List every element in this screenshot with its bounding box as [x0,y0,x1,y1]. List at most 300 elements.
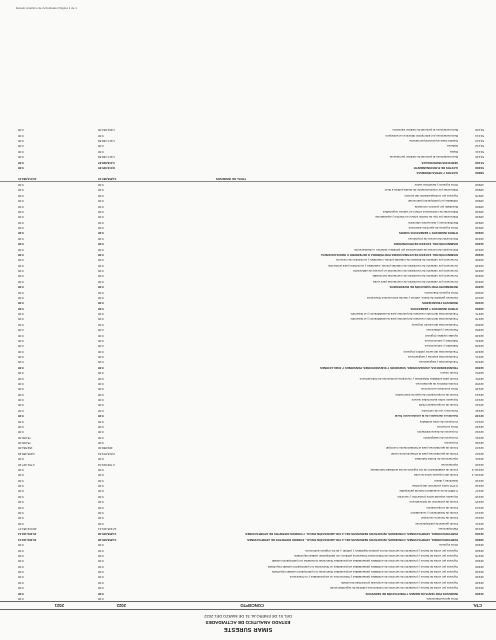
table-row [0,332,496,337]
account-code: 43980 [475,188,484,192]
value-2021: 0.00 [18,328,24,333]
concept-label: Fondo de compensación [426,505,458,510]
concept-label: Sueldos base al personal permanente [409,139,458,144]
concept-label: Bonificaciones y descuentos obtenidos [408,220,458,225]
value-2022: 2,799,819.04 [98,462,115,467]
account-code: 43300 [475,253,484,256]
value-2021: 0.00 [18,398,24,403]
value-2021: 0.00 [18,263,24,268]
concept-label: Fondo de compensación de repecos-intermedios [395,392,458,397]
account-code: 42231 [475,339,484,342]
table-row [0,219,496,224]
account-code: 42117 [475,489,484,493]
table-row [0,391,496,396]
value-2022: 0.00 [98,489,104,494]
value-2021: 0.00 [18,317,24,322]
value-2022: 0.00 [98,231,104,236]
value-2022: 0.00 [98,242,104,247]
value-2021: 0.00 [18,253,24,257]
account-code: 43960 [475,199,484,203]
concept-label: Ingresos por venta de bienes y prestación de servicios de entidades paraestatales empresariales financieras con participación estatal mayoritaria [272,570,458,575]
concept-label: Diferencias de cotizaciones a favor en valores negociables [382,210,458,214]
concept-label: Incremento por variación de almacén de materias primas, materiales y suministros de consumo [335,258,458,263]
value-2021: 0.00 [18,392,24,397]
account-code: 42123 [475,446,484,450]
account-code: 42143 [475,398,484,402]
page-footer: Estado Analítico de Actividades Página 1 de 1 [16,6,78,10]
concept-label: Ayudas sociales (ingreso) [424,333,458,338]
column-header-row [0,601,496,610]
value-2021: 0.00 [18,425,24,429]
table-row [0,327,496,332]
concept-label: Diferencias por reestructuración de deuda pública a favor [384,188,458,193]
concept-label: Subsidios y subvenciones [424,339,458,343]
value-2021: 49,513,884.15 [18,176,37,181]
value-2021: 0.00 [18,371,24,376]
concept-label: Incremento por variación de inventarios de mercancías para venta [373,279,458,284]
account-code: 42113 [475,511,484,514]
table-row [0,236,496,241]
table-row [0,143,496,148]
table-body [0,127,496,601]
concept-label: Fondo del impuesto sobre la renta [414,473,458,478]
account-code: 41940 [475,570,484,574]
table-row [0,343,496,348]
value-2022: 3,418,826.87 [98,160,115,165]
concept-label: Incremento por variación de inventarios de materias primas, materiales y suministros para producción [327,263,458,268]
table-row [0,252,496,257]
value-2021: 0.00 [18,564,24,569]
value-2021: 0.00 [18,468,24,472]
value-2021: 0.00 [18,360,24,365]
table-row [0,477,496,482]
value-2022: 0.00 [98,494,104,499]
account-code: 41900 [475,591,484,595]
value-2022: 0.00 [98,188,104,193]
table-row [0,408,496,413]
table-row [0,165,496,170]
table-row [0,305,496,310]
value-2022: 0.00 [98,133,104,138]
table-row [0,159,496,164]
concept-label: Ingresos por venta de bienes y prestación de servicios de empresas productivas del estado [341,580,458,585]
account-code: 42270 [475,317,484,321]
account-code: 42119 [475,478,484,482]
table-row [0,472,496,477]
table-row [0,322,496,327]
account-code: 42115 [475,500,484,504]
value-2021: 0.00 [18,285,24,290]
table-row [0,257,496,262]
value-2021: 0.00 [18,500,24,505]
table-row [0,338,496,343]
concept-label: PARTICIPACIONES, APORTACIONES, CONVENIOS, INCENTIVOS DERIVADOS DE LA COLABORACIÓN FISCAL, FONDOS DISTINTOS DE APORTACIONES [247,537,458,542]
table-row [0,553,496,558]
concept-label: Otros ingresos financieros [424,290,458,295]
account-code: 42100 [475,532,484,536]
value-2021: 0.00 [18,312,24,317]
table-row [0,440,496,445]
value-2022: 1,501,661.00 [98,128,115,133]
concept-label: Otros ingresos [439,543,458,548]
value-2021: 0.00 [18,559,24,564]
account-code: 42240 [475,333,484,337]
value-2021: 0.00 [18,188,24,193]
account-code: 43110 [475,296,484,299]
account-code: 42112 [475,516,484,520]
table-row [0,569,496,574]
value-2021: 0.00 [18,521,24,526]
value-2022: 0.00 [98,269,104,274]
concept-label: Pensiones y jubilaciones [426,328,458,333]
account-code: 42140 [475,414,484,418]
value-2022: 0.00 [98,441,104,446]
account-code: 42220 [475,349,484,353]
table-row [0,429,496,434]
value-2022: 0.00 [98,312,104,317]
value-2022: 0.00 [98,371,104,376]
account-code: 42260 [475,322,484,326]
concept-label: Incremento por variación de inventarios de mercancías en proceso de elaboración [352,269,458,274]
value-2021: 0.00 [18,193,24,198]
concept-label: Otros ingresos y beneficios varios [414,183,458,188]
concept-label: 0.136% de la recaudación federal participable [399,489,458,494]
account-code: 42121 [475,457,484,461]
table-row [0,354,496,359]
value-2022: 2,015,873.81 [98,451,115,456]
concept-label: Fondo de aportaciones para la infraestructura social [391,451,458,456]
value-2021: 0.00 [18,183,24,188]
account-code: 42111 [475,521,484,525]
table-row [0,445,496,450]
value-2022: 0.00 [98,183,104,188]
table-row [0,225,496,230]
table-row [0,590,496,595]
value-2022: 0.00 [98,344,104,349]
account-code: 41960 [475,559,484,563]
table-row [0,187,496,192]
value-2022: 0.00 [98,317,104,322]
value-2022: 0.00 [98,548,104,553]
concept-label: Convenios de reasignación [423,435,458,440]
concept-label: Disminución del exceso de provisiones [408,236,458,241]
value-2021: 0.00 [18,333,24,338]
concept-label: Otros aprovechamientos [426,597,458,601]
value-2021: 0.00 [18,575,24,580]
account-code: 43100 [475,301,484,305]
column-cta: CTA. [472,603,482,608]
account-code: 42210 [475,360,484,364]
account-code: 41910 [475,586,484,590]
table-row [0,230,496,235]
table-row [0,348,496,353]
account-code: 51111 [475,149,484,153]
value-2022: 0.00 [98,220,104,225]
account-code: 51110 [475,155,484,159]
account-code: 43950 [475,204,484,208]
account-code: 51120 [475,128,484,132]
value-2021: 0.00 [18,199,24,204]
value-2022: 0.00 [98,543,104,548]
concept-label: Fondo de fiscalización y recaudación [410,511,458,515]
table-row [0,170,496,175]
table-row [0,262,496,267]
concept-label: Otros ingresos de ejercicios anteriores [408,226,458,231]
value-2022: 0.00 [98,333,104,338]
value-2021: 0.00 [18,274,24,279]
account-code: 41930 [475,575,484,579]
value-2021: 0.00 [18,511,24,515]
value-2022: 0.00 [98,580,104,585]
report-period: DEL 01 DE ENERO AL 31 DE MARZO DEL 2022 [204,614,292,619]
account-code: 43220 [475,274,484,278]
concept-label: Remuneraciones al personal de carácter transitorio [392,128,458,133]
value-2021: 0.00 [18,210,24,214]
account-code: 42152 [475,371,484,375]
value-2022: 0.00 [98,339,104,343]
concept-label: Utilidades por participación patrimonial [408,199,458,204]
table-row [0,418,496,423]
value-2021: 0.00 [18,473,24,478]
value-2022: 0.00 [98,193,104,198]
table-row [0,483,496,488]
account-code: 42130 [475,441,484,445]
account-code: 42133 [475,425,484,428]
value-2021: 0.00 [18,484,24,489]
value-2022: 0.00 [98,419,104,424]
table-row [0,279,496,284]
table-row [0,214,496,219]
value-2021: 75,000.00 [18,441,31,446]
concept-label: Aportaciones de fondos federales [414,457,458,462]
value-2021: 152,561.00 [18,446,33,451]
value-2021: 0.00 [18,215,24,220]
value-2021: 0.00 [18,290,24,295]
account-code: 41950 [475,564,484,568]
concept-label: INGRESOS FINANCIEROS [422,301,458,306]
concept-label: Fondo minero [440,371,458,376]
concept-label: Transferencias del exterior (ingreso) [411,322,458,327]
value-2022: 0.00 [98,505,104,510]
account-code: 41990 [475,543,484,547]
value-2022: 0.00 [98,279,104,284]
concept-label: Incentivos derivados de la colaboración fiscal [394,414,458,419]
value-2022: 0.00 [98,597,104,601]
value-2021: 0.00 [18,591,24,596]
value-2022: 0.00 [98,247,104,252]
table-row [0,424,496,429]
table-row [0,375,496,380]
table-row [0,203,496,208]
value-2022: 0.00 [98,306,104,311]
account-code: 42144 [475,392,484,396]
value-2021: 0.00 [18,296,24,300]
value-2021: 0.00 [18,144,24,149]
table-row [0,138,496,143]
table-row [0,531,496,536]
value-2021: 0.00 [18,430,24,435]
value-2022: 0.00 [98,473,104,478]
value-2021: 0.00 [18,139,24,144]
column-2022: 2022 [116,603,126,608]
value-2022: 0.00 [98,457,104,462]
concept-label: Participaciones [438,527,458,532]
value-2022: 0.00 [98,328,104,333]
value-2022: 0.00 [98,296,104,300]
account-code: 43190 [475,290,484,294]
concept-label: Fondo de estabilización de los ingresos de las entidades federativas [370,468,458,472]
concept-label: Ingresos por venta de bienes y prestación de servicios de instituciones públicas de seguridad social [330,586,458,591]
table-row [0,504,496,509]
account-code: 43200 [475,285,484,289]
account-code: 43900 [475,231,484,235]
concept-label: Otros convenios [437,425,458,429]
account-code: 43930 [475,215,484,219]
account-code: 43230 [475,269,484,273]
concept-label: Ingresos por venta de bienes y prestación de servicios de entidades paraestatales empresariales financieras monetarias con participación estatal [272,559,458,564]
table-row [0,268,496,273]
value-2022: 0.00 [98,511,104,515]
value-2022: 0.00 [98,554,104,558]
value-2021: 0.00 [18,489,24,494]
value-2022: 0.00 [98,575,104,580]
concept-label: Transferencias del fondo mexicano del petróleo para la estabilización y el desarrollo [350,317,458,322]
value-2021: 0.00 [18,226,24,231]
value-2022: 0.00 [98,263,104,268]
value-2022: 14,856,887.10 [98,176,117,181]
account-code: 42110 [475,527,484,531]
value-2022: 0.00 [98,516,104,521]
value-2022: 0.00 [98,199,104,204]
account-code: 43000 [475,306,484,310]
value-2022: 0.00 [98,285,104,290]
account-code: 51114 [475,133,484,137]
value-2021: 0.00 [18,155,24,160]
value-2021: 0.00 [18,258,24,263]
account-code: 43970 [475,193,484,197]
account-code: 43990 [475,183,484,187]
value-2022: 0.00 [98,226,104,231]
value-2021: 0.00 [18,586,24,591]
concept-label: GASTOS DE FUNCIONAMIENTO [413,166,458,170]
account-code: 41970 [475,554,484,557]
value-2021: 0.00 [18,339,24,343]
value-2021: 46,959,118.13 [18,532,37,537]
value-2021: 0.00 [18,580,24,585]
table-row [0,461,496,466]
concept-label: Fondo de aportaciones para el fortalecimiento municipal [386,446,458,451]
account-code: 42142 [475,403,484,407]
value-2022: 0.00 [98,322,104,327]
concept-label: Ingresos por venta de bienes y prestación de servicios de fideicomisos financieros públicos con participación estatal mayoritaria [294,554,458,558]
entity-name: SIMAR SURESTE [223,626,273,632]
value-2021: 0.00 [18,408,24,413]
value-2022: 0.00 [98,430,104,435]
table-row [0,510,496,515]
table-row [0,295,496,300]
value-2022: 0.00 [98,210,104,214]
concept-label: TOTAL DE INGRESOS [215,176,246,181]
account-code: 42211 [475,355,484,359]
table-row [0,434,496,439]
value-2022: 14,856,605.38 [98,532,117,537]
concept-label: Fondo de fomento municipal [421,516,458,521]
table-row [0,402,496,407]
value-2021: 0.00 [18,419,24,424]
concept-label: Dietas [449,149,458,154]
concept-label: Impuesto especial sobre producción y servicios [397,494,458,499]
value-2021: 0.00 [18,548,24,553]
value-2022: 0.00 [98,468,104,472]
value-2022: 0.00 [98,484,104,489]
value-2022: 0.00 [98,403,104,408]
value-2022: 0.00 [98,360,104,365]
value-2022: 0.00 [98,204,104,209]
concept-label: Fondo de compensación ISAN [418,403,458,408]
table-row [0,537,496,542]
account-code: 42200 [475,365,484,369]
value-2022: 0.00 [98,591,104,596]
account-code: 43310 [475,247,484,251]
concept-label: OTROS INGRESOS Y BENEFICIOS VARIOS [398,231,458,236]
account-code: 42131 [475,435,484,439]
concept-label: Remuneraciones por adscripción laboral en el extranjero [385,133,458,138]
value-2021: 0.00 [18,382,24,386]
concept-label: Remuneraciones al personal de carácter permanente [389,155,458,160]
value-2021: 0.00 [18,554,24,558]
table-row [0,451,496,456]
account-code: 42141 [475,408,484,412]
value-2021: 0.00 [18,306,24,311]
table-row [0,370,496,375]
concept-label: Aportaciones [441,462,458,467]
value-2021: 0.00 [18,344,24,349]
value-2022: 0.00 [98,215,104,220]
value-2022: 0.00 [98,301,104,306]
concept-label: Ingresos por venta de bienes y prestación de servicios de los poderes legislativo y judicial, y de los órganos autónomos [305,548,458,553]
value-2022: 0.00 [98,149,104,154]
value-2022: 0.00 [98,258,104,263]
concept-label: SERVICIOS PERSONALES [421,160,458,165]
table-row [0,456,496,461]
account-code: 42116 [475,494,484,498]
table-row [0,386,496,391]
concept-label: Haberes [447,144,458,149]
table-row [0,488,496,493]
value-2021: 0.00 [18,505,24,510]
table-row [0,585,496,590]
account-code: 51000 [475,166,484,169]
value-2022: 0.00 [98,274,104,279]
concept-label: Otros incentivos económicos [421,387,458,392]
account-code: 51112 [475,144,484,148]
table-row [0,558,496,563]
table-row [0,284,496,289]
column-2021: 2021 [54,603,64,608]
concept-label: Diferencias por tipo de cambio a favor en efectivo y equivalentes [375,215,458,220]
value-2021: 0.00 [18,247,24,252]
table-row [0,467,496,472]
value-2021: 0.00 [18,231,24,236]
value-2022: 1,917,165.89 [98,155,115,160]
value-2022: 0.00 [98,414,104,419]
table-row [0,316,496,321]
table-row [0,397,496,402]
account-code: 42000 [475,537,484,541]
value-2021: 0.00 [18,457,24,462]
concept-label: Fondos distintos de aportaciones [415,382,458,386]
table-row [0,154,496,159]
